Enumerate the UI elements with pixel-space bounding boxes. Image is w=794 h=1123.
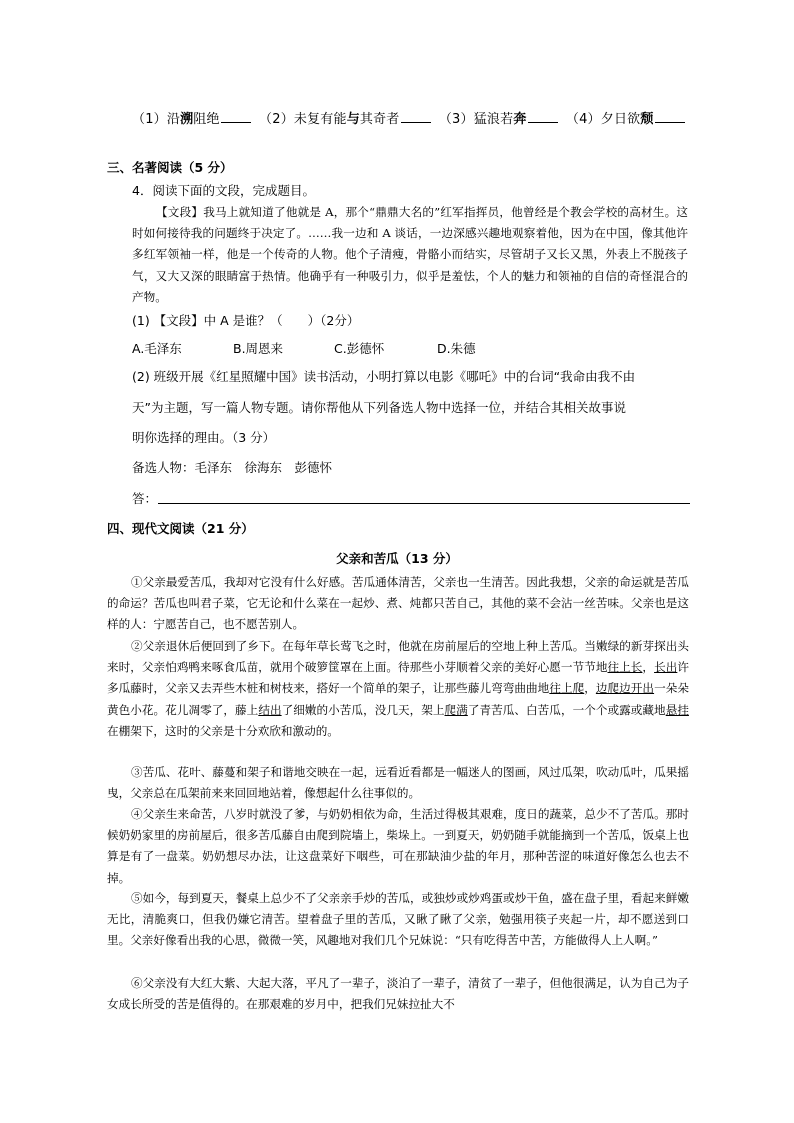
fill-item-4: （4）夕日欲颓 — [566, 112, 689, 127]
blank-3[interactable] — [528, 110, 558, 123]
sub-question-1: (1) 【文段】中 A 是谁？（ ）（2分） — [132, 313, 360, 328]
article-title: 父亲和苦瓜（13 分） — [336, 551, 458, 566]
paragraph-3: ③苦瓜、花叶、藤蔓和架子和谐地交映在一起，远看近看都是一幅迷人的图画，风过瓜架，吹动瓜叶，瓜果摇曳，父亲总在瓜架前来来回回地站着，像想起什么往事似的。 — [107, 765, 689, 801]
fill-item-1: （1）沿溯阻绝 — [132, 112, 255, 127]
paragraph-5: ⑤如今，每到夏天，餐桌上总少不了父亲亲手炒的苦瓜，或独炒或炒鸡蛋或炒干鱼，盛在盘子里，看起来鲜嫩无比，清脆爽口，但我仍嫌它清苦。望着盘子里的苦瓜，又瞅了瞅了父亲，勉强用筷子夹起一片，却不愿送到口里。父亲好像看出我的心思，微微一笑，风趣地对我们几个兄妹说：“只有吃得苦中苦，方能做得人上人啊。” — [107, 891, 689, 948]
sub-question-2-line-2: 天”为主题，写一篇人物专题。请你帮他从下列备选人物中选择一位，并结合其相关故事说 — [132, 400, 626, 415]
fill-item-2: （2）未复有能与其奇者 — [259, 112, 434, 127]
option-c[interactable]: C.彭德怀 — [334, 341, 385, 356]
paragraph-6: ⑥父亲没有大红大紫、大起大落，平凡了一辈子，淡泊了一辈子，清贫了一辈子，但他很满足，认为自己为子女成长所受的苦是值得的。在那艰难的岁月中，把我们兄妹拉扯大不 — [107, 976, 689, 1012]
paragraph-1: ①父亲最爱苦瓜，我却对它没有什么好感。苦瓜通体清苦，父亲也一生清苦。因此我想，父亲的命运就是苦瓜的命运？苦瓜也叫君子菜，它无论和什么菜在一起炒、煮、炖都只苦自己，其他的菜不会沾一丝苦味。父亲也是这样的人：宁愿苦自己，也不愿苦别人。 — [107, 575, 689, 632]
option-d[interactable]: D.朱德 — [437, 341, 476, 356]
blank-1[interactable] — [221, 110, 251, 123]
blank-2[interactable] — [401, 110, 431, 123]
fill-in-items — [132, 108, 689, 127]
section-3-title: 三、名著阅读（5 分） — [107, 160, 233, 175]
paragraph-4: ④父亲生来命苦，八岁时就没了爹，与奶奶相依为命，生活过得极其艰难，度日的蔬菜，总少不了苦瓜。那时候奶奶家里的房前屋后，很多苦瓜藤自由爬到院墙上，柴垛上。一到夏天，奶奶随手就能摘到一个苦瓜，饭桌上也算是有了一盘菜。奶奶想尽办法，让这盘菜好下咽些，可在那缺油少盐的年月，那种苦涩的味道好像怎么也去不掉。 — [107, 807, 689, 885]
sub-question-2-line-3: 明你选择的理由。（3 分） — [132, 430, 276, 445]
answer-line[interactable] — [158, 503, 690, 504]
section-4-title: 四、现代文阅读（21 分） — [107, 521, 254, 536]
sub-question-2-line-1: (2) 班级开展《红星照耀中国》读书活动，小明打算以电影《哪吒》中的台词“我命由我不由 — [132, 369, 636, 384]
candidate-list: 备选人物：毛泽东 徐海东 彭德怀 — [132, 460, 333, 475]
blank-4[interactable] — [655, 110, 685, 123]
reading-passage: 【文段】我马上就知道了他就是 A，那个“鼎鼎大名的”红军指挥员，他曾经是个教会学校的高材生。这时如何接待我的问题终于决定了。……我一边和 A 谈话，一边深感兴趣地观察着他，因为在中国，像其他许多红军领袖一样，他是一个传奇的人物。他个子清瘦，骨骼小而结实，尽管胡子又长又黑，外表上不脱孩子气，又大又深的眼睛富于热情。他确乎有一种吸引力，似乎是羞怯，个人的魅力和领袖的自信的奇怪混合的产物。 — [132, 205, 688, 304]
option-a[interactable]: A.毛泽东 — [132, 341, 182, 356]
option-b[interactable]: B.周恩来 — [233, 341, 284, 356]
fill-item-3: （3）猛浪若奔 — [439, 112, 562, 127]
paragraph-2: ②父亲退休后便回到了乡下。在每年草长莺飞之时，他就在房前屋后的空地上种上苦瓜。当嫩绿的新芽探出头来时，父亲怕鸡鸭来啄食瓜苗，就用个破箩筐罩在上面。待那些小芽顺着父亲的美好心愿一节节地往上长，长出许多瓜藤时，父亲又去弄些木桩和树枝来，搭好一个简单的架子，让那些藤儿弯弯曲曲地往上爬，边爬边开出一朵朵黄色小花。花儿凋零了，藤上结出了细嫩的小苦瓜，没几天，架上爬满了青苦瓜、白苦瓜，一个个或露或藏地悬挂在棚架下，这时的父亲是十分欢欣和激动的。 — [107, 639, 689, 738]
answer-label: 答： — [132, 491, 158, 506]
question-4-prompt: 4．阅读下面的文段，完成题目。 — [132, 183, 315, 198]
